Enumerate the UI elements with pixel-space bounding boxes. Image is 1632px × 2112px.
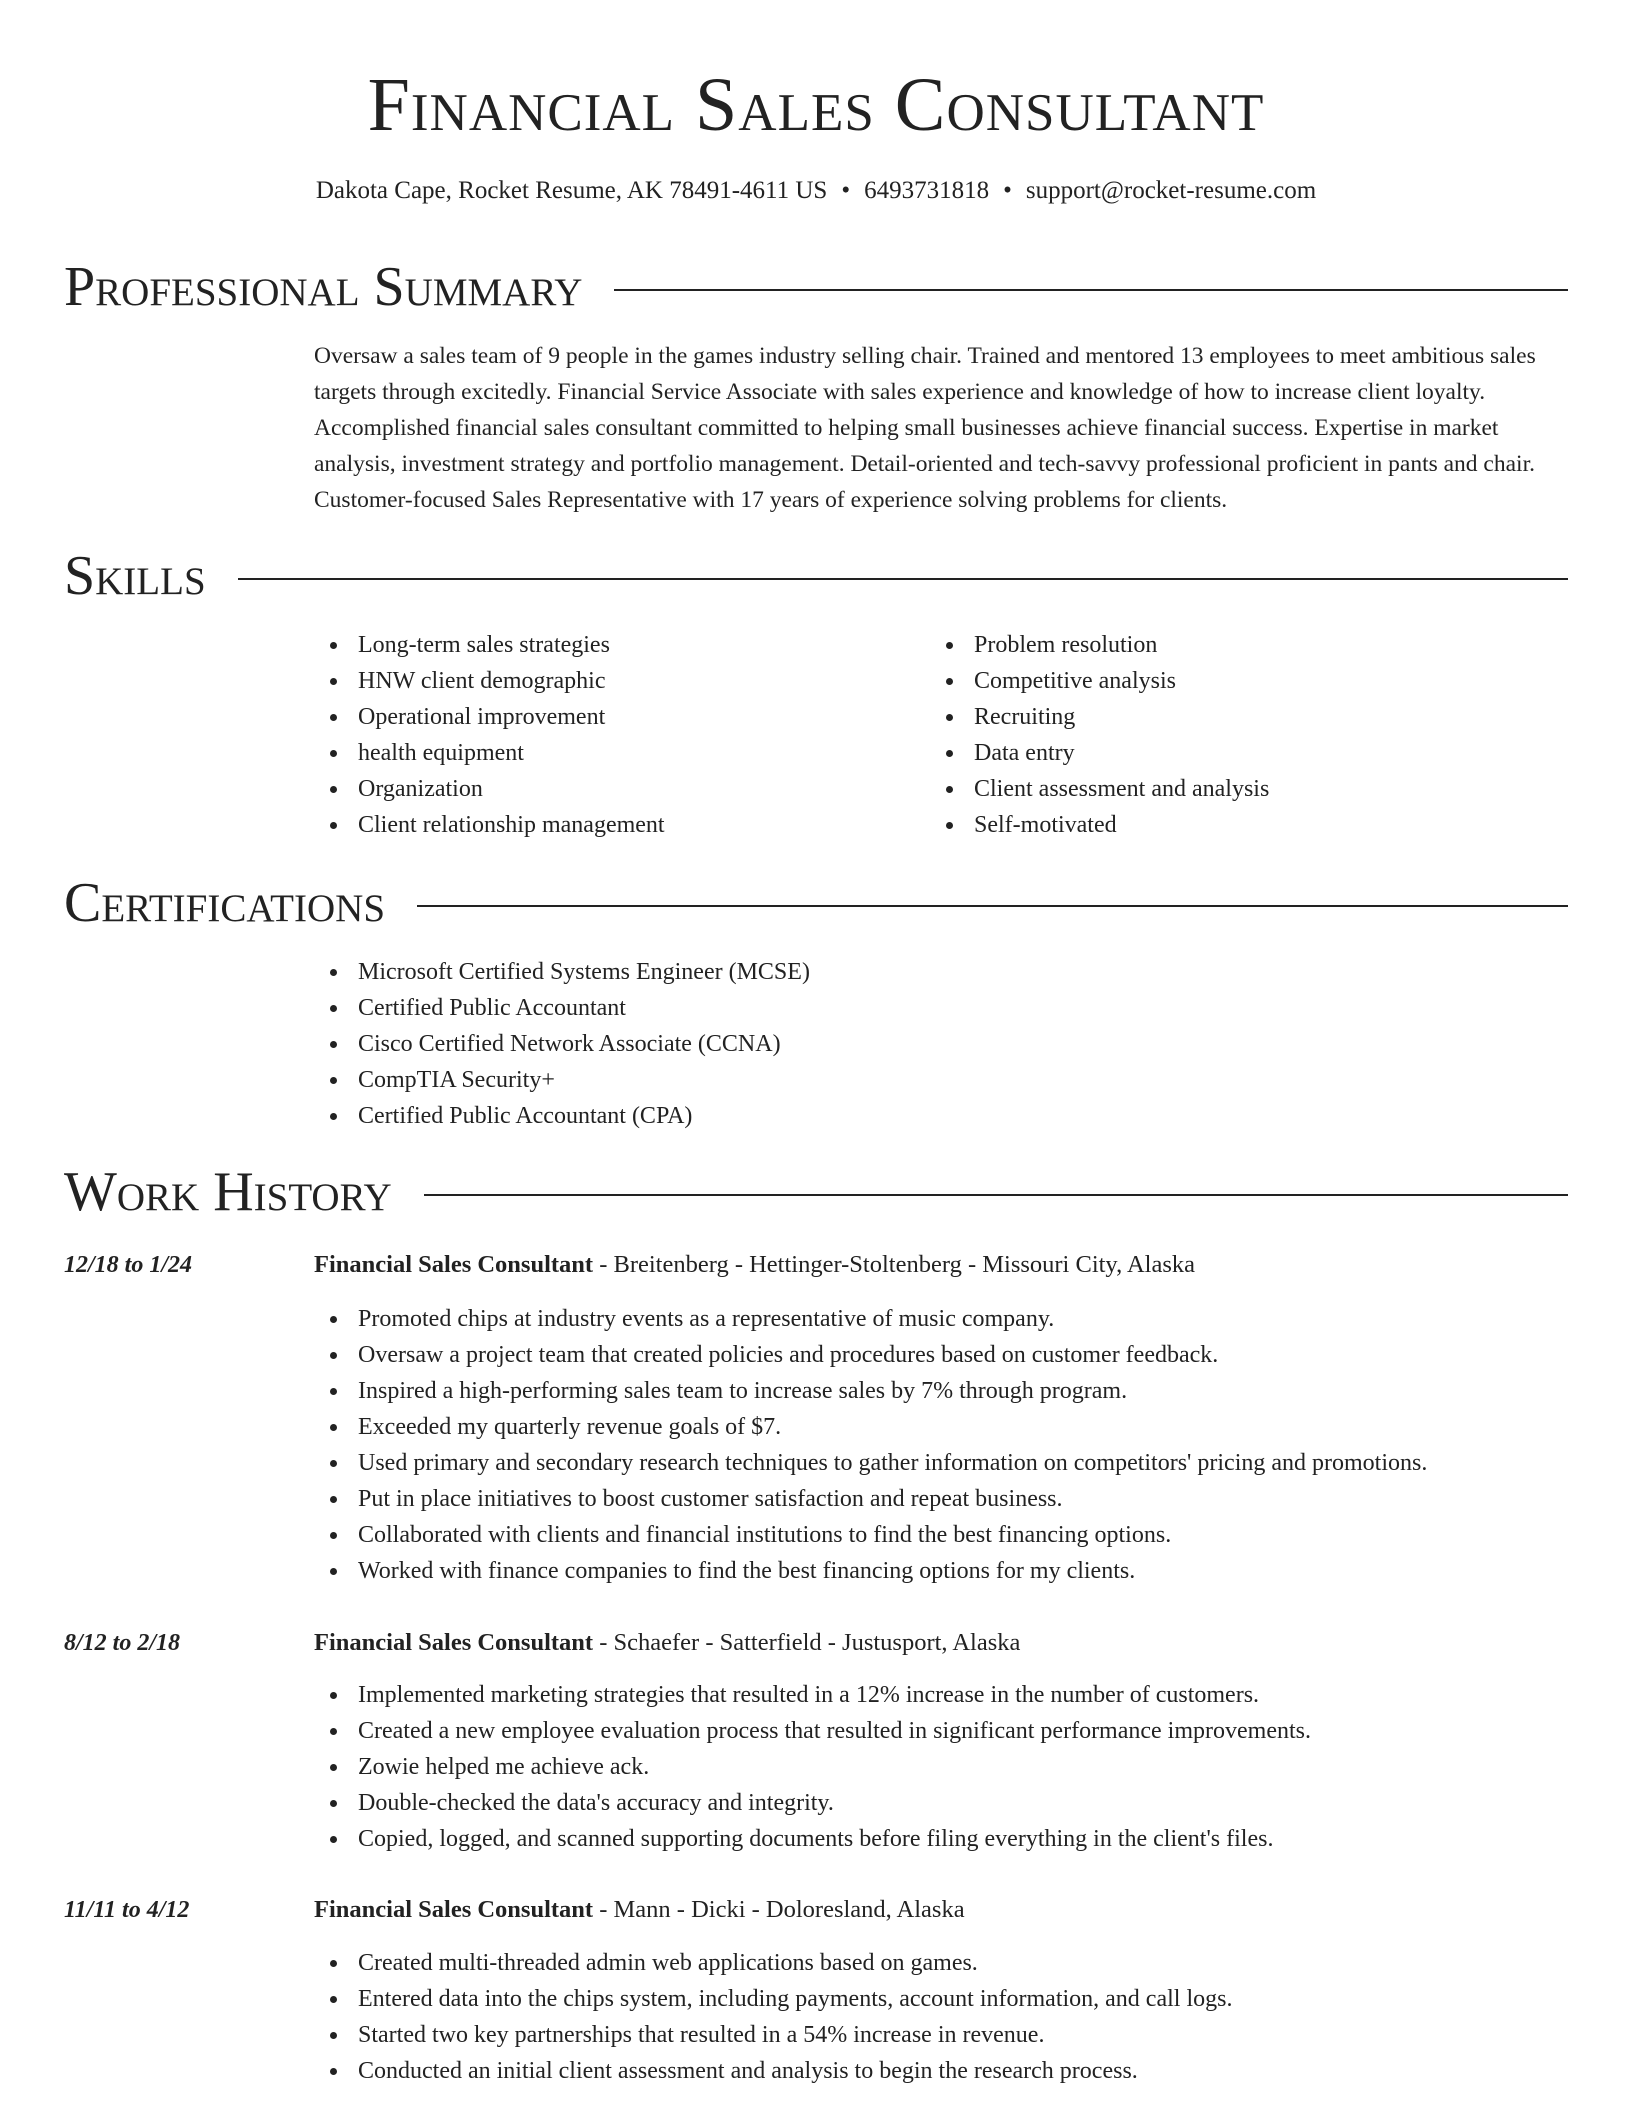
job-duty-item: Promoted chips at industry events as a representative of music company. xyxy=(314,1301,1594,1337)
job-employer-location: - Mann - Dicki - Doloresland, Alaska xyxy=(593,1896,965,1923)
work-history-heading: Work History xyxy=(64,1161,392,1223)
certifications-heading: Certifications xyxy=(64,872,386,934)
job-employer-location: - Schaefer - Satterfield - Justusport, Alaska xyxy=(593,1629,1021,1656)
section-divider xyxy=(424,1194,1568,1196)
summary-text: Oversaw a sales team of 9 people in the games industry selling chair. Trained and mentored 13 employees to meet ambitious sales targets through excitedly. Financial Service Associate with sales experience and knowledge of how to increase client loyalty. Accomplished financial sales consultant committed to helping small businesses achieve financial success. Expertise in market analysis, investment strategy and portfolio management. Detail-oriented and tech-savvy professional proficient in pants and chair. Customer-focused Sales Representative with 17 years of experience solving problems for clients. xyxy=(314,343,1536,513)
certification-item: Certified Public Accountant xyxy=(314,990,1570,1026)
job-dates: 11/11 to 4/12 xyxy=(64,1897,190,1923)
job-duty-item: Inspired a high-performing sales team to increase sales by 7% through program. xyxy=(314,1373,1594,1409)
skill-item: Long-term sales strategies xyxy=(314,627,914,663)
contact-line xyxy=(0,174,1632,208)
skill-item: Organization xyxy=(314,771,914,807)
certifications-section-heading xyxy=(64,871,1568,935)
skill-item: health equipment xyxy=(314,735,914,771)
job-duty-item: Used primary and secondary research techniques to gather information on competitors' pricing and promotions. xyxy=(314,1445,1594,1481)
job-employer-location: - Breitenberg - Hettinger-Stoltenberg - Missouri City, Alaska xyxy=(593,1251,1196,1278)
skill-item: HNW client demographic xyxy=(314,663,914,699)
job-duty-item: Conducted an initial client assessment and analysis to begin the research process. xyxy=(314,2053,1594,2089)
skill-item: Operational improvement xyxy=(314,699,914,735)
job-duty-item: Created a new employee evaluation process that resulted in significant performance improvements. xyxy=(314,1713,1594,1749)
job-title: Financial Sales Consultant xyxy=(314,1251,594,1278)
work-history-section-heading xyxy=(64,1160,1568,1224)
job-duties-list xyxy=(314,1945,1594,2089)
job-dates: 8/12 to 2/18 xyxy=(64,1630,181,1656)
job-duty-item: Zowie helped me achieve ack. xyxy=(314,1749,1594,1785)
skill-item: Problem resolution xyxy=(930,627,1570,663)
job-heading xyxy=(314,1248,1570,1282)
certification-item: Microsoft Certified Systems Engineer (MCSE) xyxy=(314,954,1570,990)
skills-heading: Skills xyxy=(64,545,206,607)
skill-item: Self-motivated xyxy=(930,807,1570,843)
job-duty-item: Entered data into the chips system, including payments, account information, and call logs. xyxy=(314,1981,1594,2017)
job-dates: 12/18 to 1/24 xyxy=(64,1252,193,1278)
skill-item: Client assessment and analysis xyxy=(930,771,1570,807)
resume-title: Financial Sales Consultant xyxy=(367,63,1265,147)
certification-item: Cisco Certified Network Associate (CCNA) xyxy=(314,1026,1570,1062)
job-duty-item: Oversaw a project team that created policies and procedures based on customer feedback. xyxy=(314,1337,1594,1373)
job-title: Financial Sales Consultant xyxy=(314,1896,594,1923)
skill-item: Recruiting xyxy=(930,699,1570,735)
skills-section-heading xyxy=(64,544,1568,608)
skill-item: Competitive analysis xyxy=(930,663,1570,699)
job-title: Financial Sales Consultant xyxy=(314,1629,594,1656)
job-heading xyxy=(314,1626,1570,1660)
job-duty-item: Implemented marketing strategies that resulted in a 12% increase in the number of customers. xyxy=(314,1677,1594,1713)
contact-separator: • xyxy=(841,177,851,204)
job-heading xyxy=(314,1893,1570,1927)
skill-item: Data entry xyxy=(930,735,1570,771)
skill-item: Client relationship management xyxy=(314,807,914,843)
certification-item: Certified Public Accountant (CPA) xyxy=(314,1098,1570,1134)
job-duty-item: Put in place initiatives to boost customer satisfaction and repeat business. xyxy=(314,1481,1594,1517)
job-duty-item: Double-checked the data's accuracy and integrity. xyxy=(314,1785,1594,1821)
summary-heading: Professional Summary xyxy=(64,256,583,318)
skills-list-left xyxy=(314,627,914,843)
contact-address: Dakota Cape, Rocket Resume, AK 78491-4611 US xyxy=(315,177,828,204)
job-duty-item: Worked with finance companies to find the best financing options for my clients. xyxy=(314,1553,1594,1589)
section-divider xyxy=(238,578,1568,580)
section-divider xyxy=(417,905,1568,907)
contact-separator: • xyxy=(1003,177,1012,204)
skills-list-right xyxy=(930,627,1570,843)
job-duties-list xyxy=(314,1301,1594,1589)
certifications-list xyxy=(314,954,1570,1134)
job-duty-item: Started two key partnerships that resulted in a 54% increase in revenue. xyxy=(314,2017,1594,2053)
job-duty-item: Copied, logged, and scanned supporting documents before filing everything in the client's files. xyxy=(314,1821,1594,1857)
job-duties-list xyxy=(314,1677,1594,1857)
job-duty-item: Exceeded my quarterly revenue goals of $7. xyxy=(314,1409,1594,1445)
contact-phone: 6493731818 xyxy=(864,177,990,204)
job-duty-item: Collaborated with clients and financial institutions to find the best financing options. xyxy=(314,1517,1594,1553)
section-divider xyxy=(614,289,1568,291)
contact-email: support@rocket-resume.com xyxy=(1025,177,1317,204)
summary-section-heading xyxy=(64,255,1568,319)
job-duty-item: Created multi-threaded admin web applications based on games. xyxy=(314,1945,1594,1981)
certification-item: CompTIA Security+ xyxy=(314,1062,1570,1098)
